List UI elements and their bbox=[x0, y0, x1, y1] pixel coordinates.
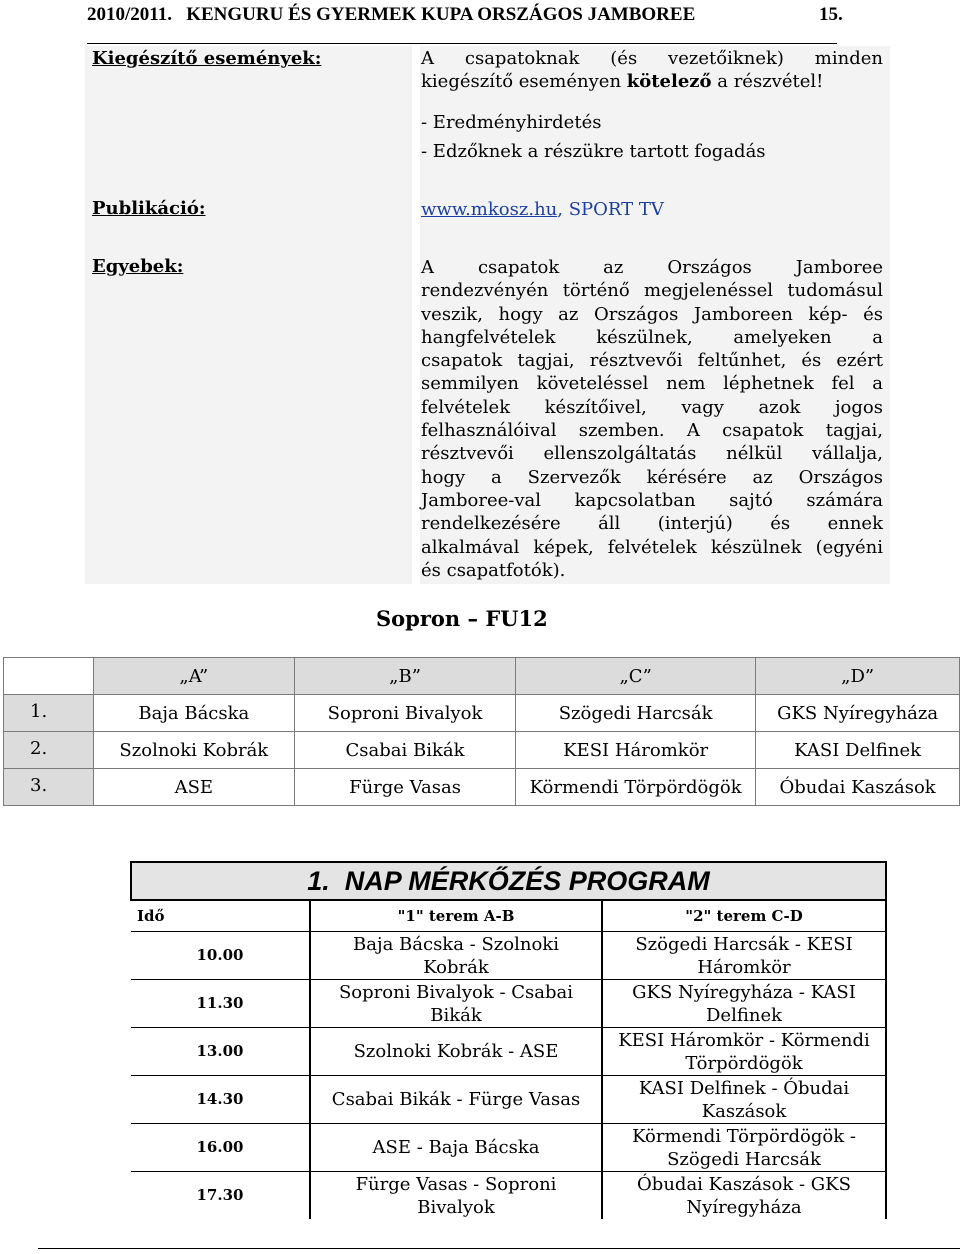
room2-match bbox=[602, 1172, 886, 1220]
match-line: Óbudai Kaszások - GKS bbox=[637, 1173, 851, 1195]
room1-match bbox=[310, 932, 602, 980]
match-line: Csabai Bikák - Fürge Vasas bbox=[331, 1089, 581, 1110]
room1-match bbox=[310, 1076, 602, 1124]
table-row bbox=[131, 1076, 886, 1124]
table-row bbox=[131, 980, 886, 1028]
match-line: Kobrák bbox=[423, 956, 489, 978]
match-line: Delfinek bbox=[706, 1004, 782, 1026]
table-row bbox=[131, 1028, 886, 1076]
match-line: GKS Nyíregyháza - KASI bbox=[632, 981, 856, 1003]
group-a-header: „A” bbox=[93, 658, 294, 695]
match-line: KASI Delfinek - Óbudai bbox=[638, 1077, 850, 1099]
team-cell: Óbudai Kaszások bbox=[756, 769, 960, 806]
table-row bbox=[131, 932, 886, 980]
publication-label: Publikáció: bbox=[92, 198, 206, 219]
match-line: Törpördögök bbox=[685, 1052, 803, 1074]
room2-match bbox=[602, 1124, 886, 1172]
match-line: Szögedi Harcsák - KESI bbox=[635, 933, 853, 955]
match-line: Fürge Vasas - Soproni bbox=[355, 1173, 557, 1195]
room1-match bbox=[310, 980, 602, 1028]
other-line: rendelkezésére áll (interjú) és ennek bbox=[421, 513, 883, 535]
room1-header: "1" terem A-B bbox=[310, 900, 602, 932]
table-row bbox=[131, 1172, 886, 1220]
table-row bbox=[4, 732, 960, 769]
row-number: 3. bbox=[4, 769, 94, 806]
team-cell: Fürge Vasas bbox=[295, 769, 516, 806]
page-number: 15. bbox=[819, 4, 843, 25]
room2-match bbox=[602, 980, 886, 1028]
section-title: Sopron – FU12 bbox=[376, 606, 548, 631]
mandatory-word: kötelező bbox=[626, 71, 712, 92]
other-line: résztvevői ellenszolgáltatás nélkül vállalja, bbox=[421, 443, 883, 465]
other-label: Egyebek: bbox=[92, 256, 184, 277]
match-time: 14.30 bbox=[131, 1076, 310, 1124]
table-row bbox=[131, 1124, 886, 1172]
other-line: csapatok tagjai, résztvevői feltűnhet, és ezért bbox=[421, 350, 883, 372]
match-line: Bivalyok bbox=[417, 1196, 495, 1218]
room1-match bbox=[310, 1028, 602, 1076]
match-line: Szolnoki Kobrák - ASE bbox=[353, 1041, 559, 1062]
group-d-header: „D” bbox=[756, 658, 960, 695]
match-line: Soproni Bivalyok - Csabai bbox=[338, 981, 574, 1003]
room2-match bbox=[602, 1028, 886, 1076]
team-cell: Csabai Bikák bbox=[295, 732, 516, 769]
team-cell: Baja Bácska bbox=[93, 695, 294, 732]
match-line: Baja Bácska - Szolnoki bbox=[353, 933, 559, 955]
table-row bbox=[4, 769, 960, 806]
time-header: Idő bbox=[131, 900, 310, 932]
table-row bbox=[4, 695, 960, 732]
match-line: Háromkör bbox=[697, 956, 791, 978]
other-line: alkalmával képek, felvételek készülnek (egyéni bbox=[421, 536, 883, 558]
team-cell: Körmendi Törpördögök bbox=[516, 769, 756, 806]
row-number: 2. bbox=[4, 732, 94, 769]
corner-cell bbox=[4, 658, 94, 695]
team-cell: Soproni Bivalyok bbox=[295, 695, 516, 732]
extra-events-line2 bbox=[421, 70, 883, 93]
program-header-row bbox=[131, 900, 886, 932]
publication-rest: , SPORT TV bbox=[557, 199, 664, 220]
other-line: semmilyen követeléssel nem léphetnek fel a bbox=[421, 373, 883, 395]
team-cell: Szögedi Harcsák bbox=[516, 695, 756, 732]
room1-match bbox=[310, 1124, 602, 1172]
program-title: 1. NAP MÉRKŐZÉS PROGRAM bbox=[131, 862, 886, 900]
match-time: 10.00 bbox=[131, 932, 310, 980]
other-line: felvételek készítőivel, vagy azok jogos bbox=[421, 396, 883, 418]
header-divider bbox=[87, 43, 837, 44]
match-line: Nyíregyháza bbox=[686, 1196, 802, 1218]
team-cell: KESI Háromkör bbox=[516, 732, 756, 769]
group-b-header: „B” bbox=[295, 658, 516, 695]
match-time: 13.00 bbox=[131, 1028, 310, 1076]
match-line: Körmendi Törpördögök - bbox=[632, 1125, 856, 1147]
group-c-header: „C” bbox=[516, 658, 756, 695]
match-time: 11.30 bbox=[131, 980, 310, 1028]
match-line: Kaszások bbox=[701, 1100, 787, 1122]
team-cell: ASE bbox=[93, 769, 294, 806]
other-line: Jamboree-val kapcsolatban sajtó számára bbox=[421, 489, 883, 511]
other-line: felhasználóival szemben. A csapatok tagjai, bbox=[421, 420, 883, 442]
mkosz-link[interactable]: www.mkosz.hu bbox=[421, 199, 558, 220]
other-line: A csapatok az Országos Jamboree bbox=[421, 257, 883, 278]
extra-item-results: - Eredményhirdetés bbox=[421, 112, 602, 133]
program-table bbox=[130, 861, 887, 1219]
groups-table bbox=[3, 657, 960, 806]
publication-value bbox=[421, 198, 883, 221]
page-header bbox=[87, 4, 847, 26]
extra-line2-b: a részvétel! bbox=[711, 71, 824, 92]
room2-match bbox=[602, 932, 886, 980]
other-line: hangfelvételek készülnek, amelyeken a bbox=[421, 326, 883, 348]
other-text bbox=[421, 256, 883, 582]
match-time: 16.00 bbox=[131, 1124, 310, 1172]
other-line: és csapatfotók). bbox=[421, 559, 566, 581]
extra-events-line1: A csapatoknak (és vezetőiknek) minden bbox=[421, 48, 883, 69]
other-line: hogy a Szervezők kérésére az Országos bbox=[421, 466, 883, 488]
room2-match bbox=[602, 1076, 886, 1124]
team-cell: GKS Nyíregyháza bbox=[756, 695, 960, 732]
team-cell: KASI Delfinek bbox=[756, 732, 960, 769]
match-line: KESI Háromkör - Körmendi bbox=[618, 1029, 870, 1051]
room1-match bbox=[310, 1172, 602, 1220]
extra-events-label: Kiegészítő események: bbox=[92, 48, 322, 69]
groups-header-row bbox=[4, 658, 960, 695]
match-line: Szögedi Harcsák bbox=[667, 1148, 821, 1170]
other-line: rendezvényén történő megjelenéssel tudomásul bbox=[421, 280, 883, 302]
header-title: 2010/2011. KENGURU ÉS GYERMEK KUPA ORSZÁGOS JAMBOREE bbox=[87, 4, 696, 25]
other-line: veszik, hogy az Országos Jamboreen kép- és bbox=[421, 303, 883, 325]
extra-line2-a: kiegészítő eseményen bbox=[421, 71, 627, 92]
match-time: 17.30 bbox=[131, 1172, 310, 1220]
team-cell: Szolnoki Kobrák bbox=[93, 732, 294, 769]
extra-item-reception: - Edzőknek a részükre tartott fogadás bbox=[421, 141, 766, 162]
row-number: 1. bbox=[4, 695, 94, 732]
match-line: Bikák bbox=[430, 1004, 482, 1026]
match-line: ASE - Baja Bácska bbox=[372, 1137, 540, 1158]
room2-header: "2" terem C-D bbox=[602, 900, 886, 932]
footer-divider bbox=[38, 1248, 960, 1249]
